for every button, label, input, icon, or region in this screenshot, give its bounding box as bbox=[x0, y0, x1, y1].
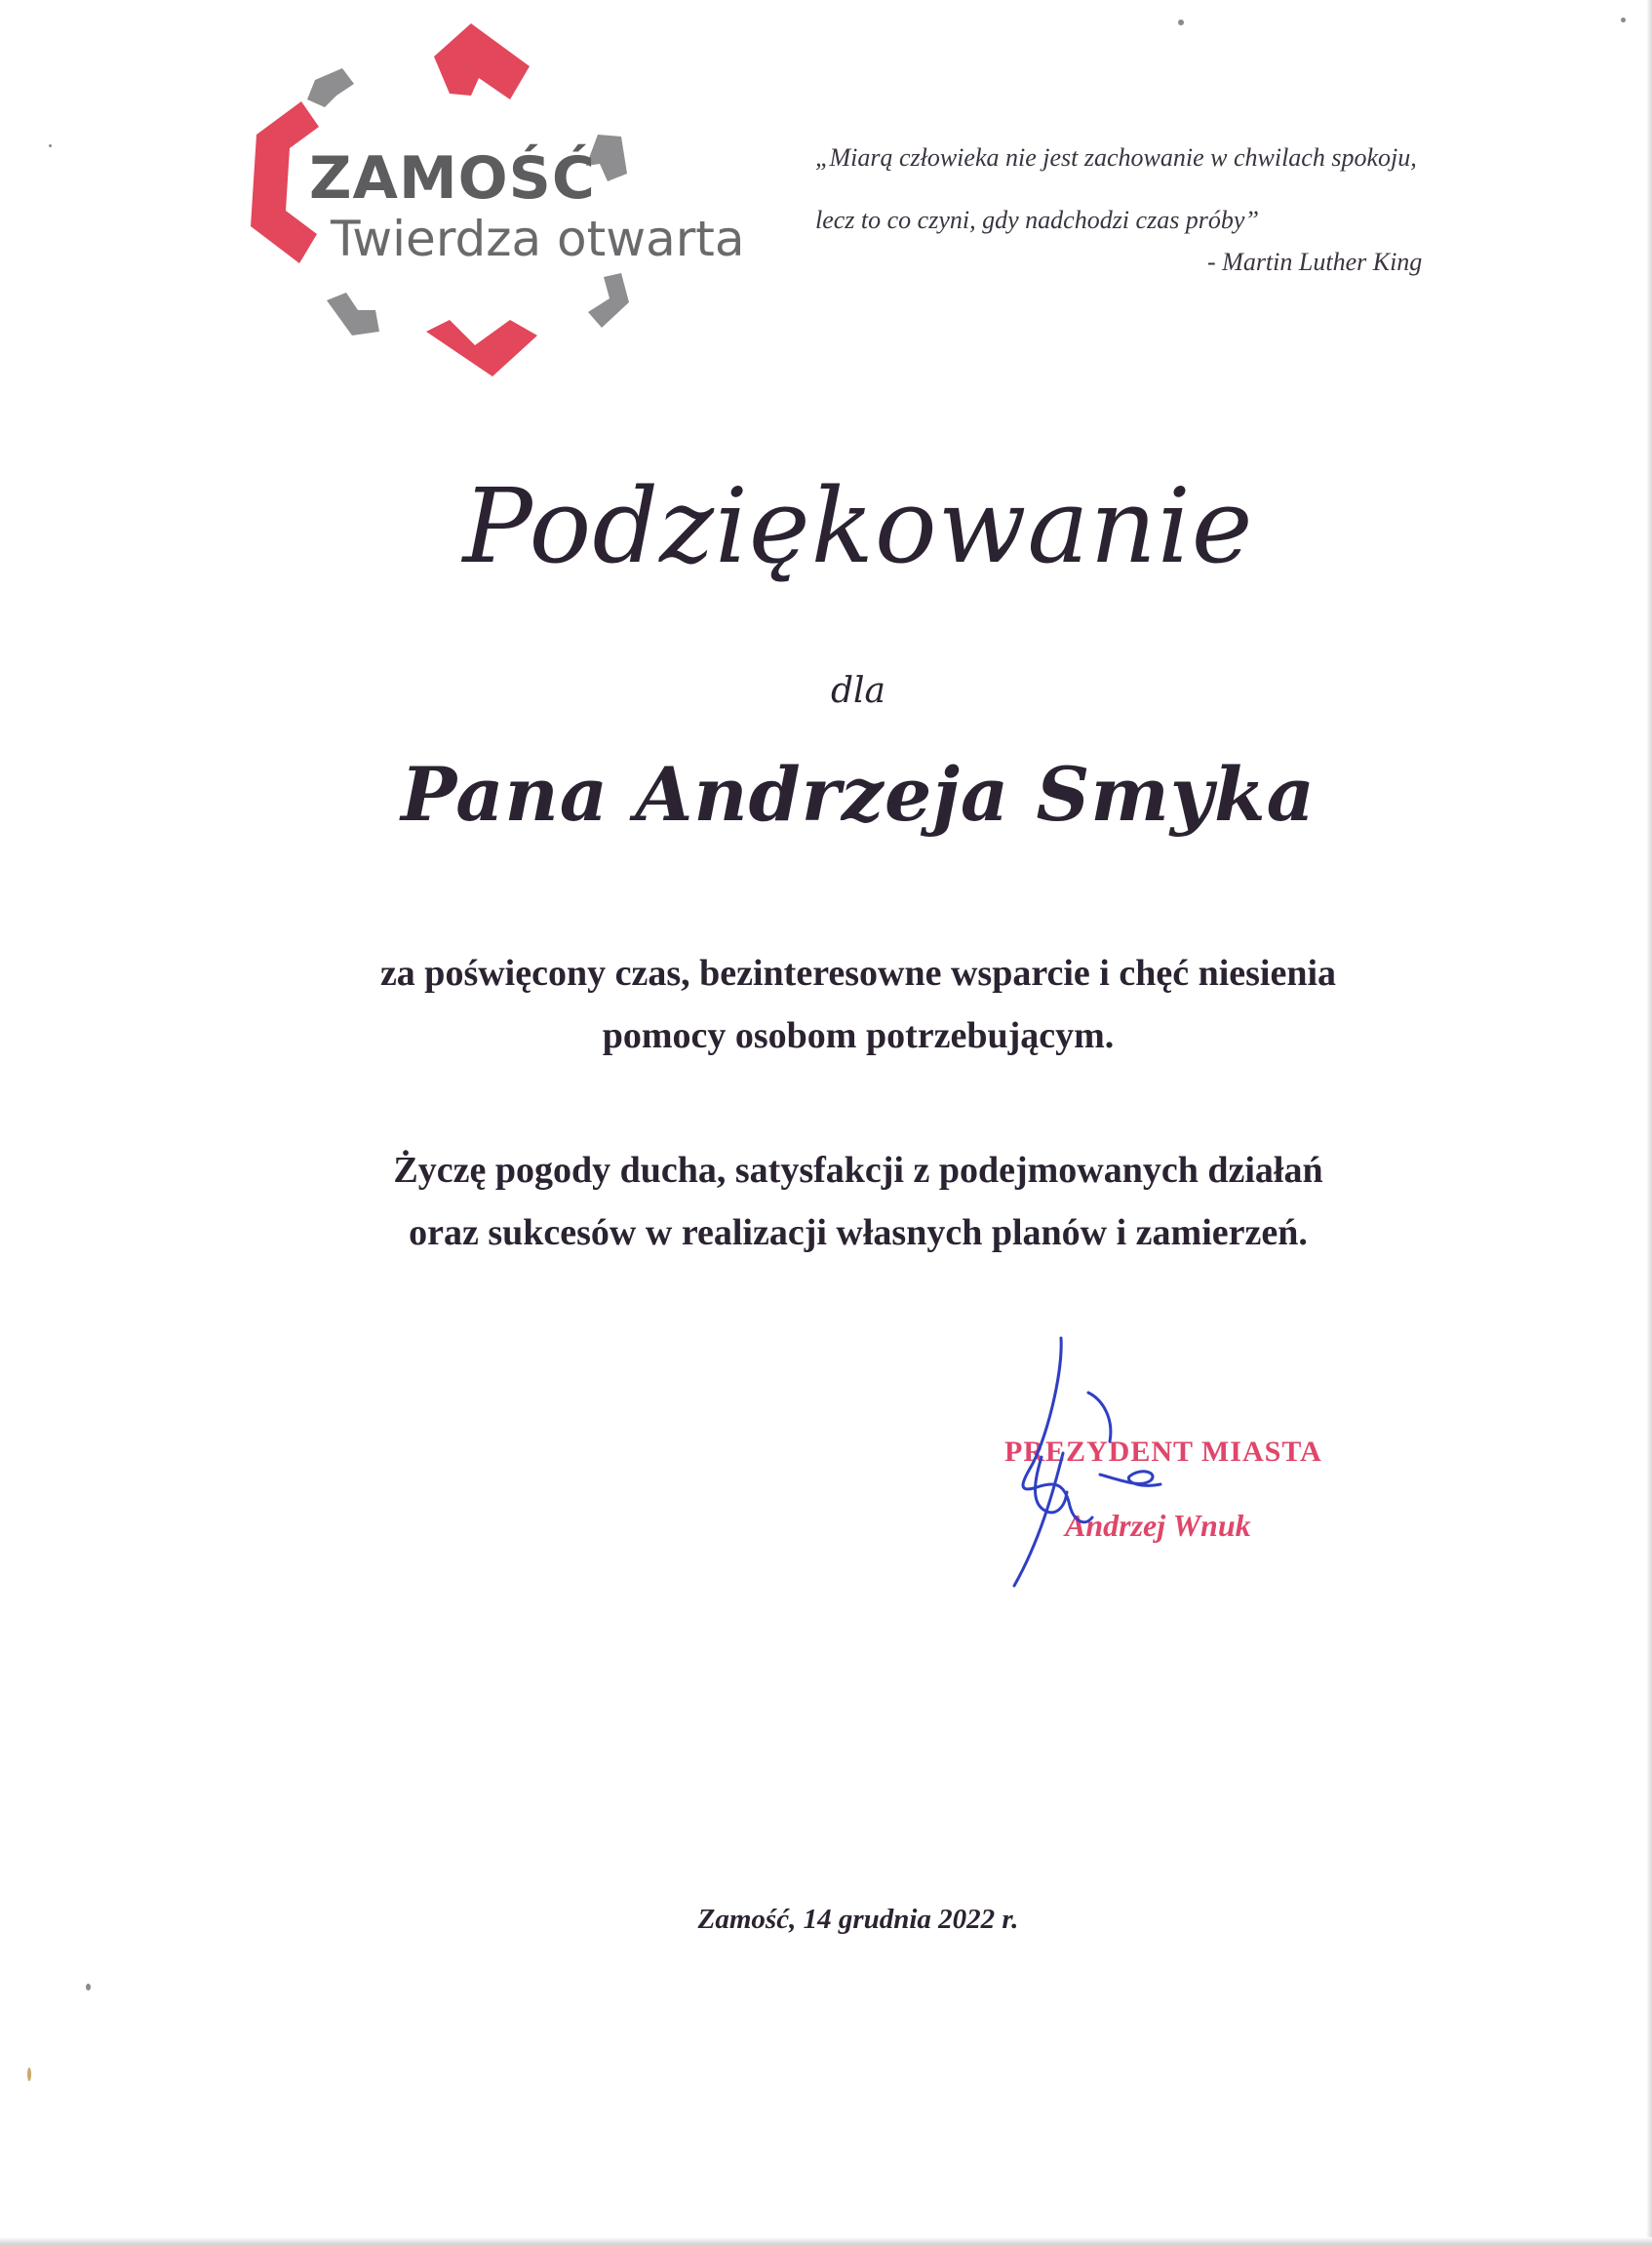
scan-speck bbox=[1621, 18, 1626, 22]
document-date: Zamość, 14 grudnia 2022 r. bbox=[697, 1904, 1019, 1935]
scan-speck bbox=[49, 144, 52, 147]
logo-subtitle: Twierdza otwarta bbox=[331, 211, 745, 267]
quote-author: - Martin Luther King bbox=[1207, 248, 1423, 276]
page-edge bbox=[0, 2237, 1652, 2245]
document-title: Podziękowanie bbox=[462, 466, 1254, 586]
stamp-name: Andrzej Wnuk bbox=[1065, 1508, 1251, 1543]
quote-line: lecz to co czyni, gdy nadchodzi czas próby” bbox=[815, 206, 1259, 234]
paragraph-line: za poświęcony czas, bezinteresowne wsparcie i chęć niesienia bbox=[379, 953, 1337, 994]
wishes-paragraph bbox=[0, 1139, 1652, 1264]
scan-speck bbox=[1178, 20, 1184, 25]
thanks-paragraph bbox=[0, 942, 1652, 1067]
recipient-name: Pana Andrzeja Smyka bbox=[401, 751, 1316, 838]
signature-icon bbox=[995, 1336, 1268, 1590]
quote-line: „Miarą człowieka nie jest zachowanie w chwilach spokoju, bbox=[815, 143, 1417, 172]
stamp-title: PREZYDENT MIASTA bbox=[1004, 1436, 1322, 1468]
quote bbox=[815, 127, 1517, 252]
logo-title: ZAMOŚĆ bbox=[309, 144, 596, 213]
scan-speck bbox=[27, 2068, 31, 2081]
paragraph-line: oraz sukcesów w realizacji własnych planów i zamierzeń. bbox=[409, 1212, 1308, 1253]
for-word: dla bbox=[830, 671, 886, 711]
zamosc-logo bbox=[200, 18, 746, 417]
paragraph-line: pomocy osobom potrzebującym. bbox=[602, 1015, 1115, 1056]
scan-speck bbox=[86, 1984, 91, 1990]
paragraph-line: Życzę pogody ducha, satysfakcji z podejmowanych działań bbox=[393, 1150, 1323, 1191]
